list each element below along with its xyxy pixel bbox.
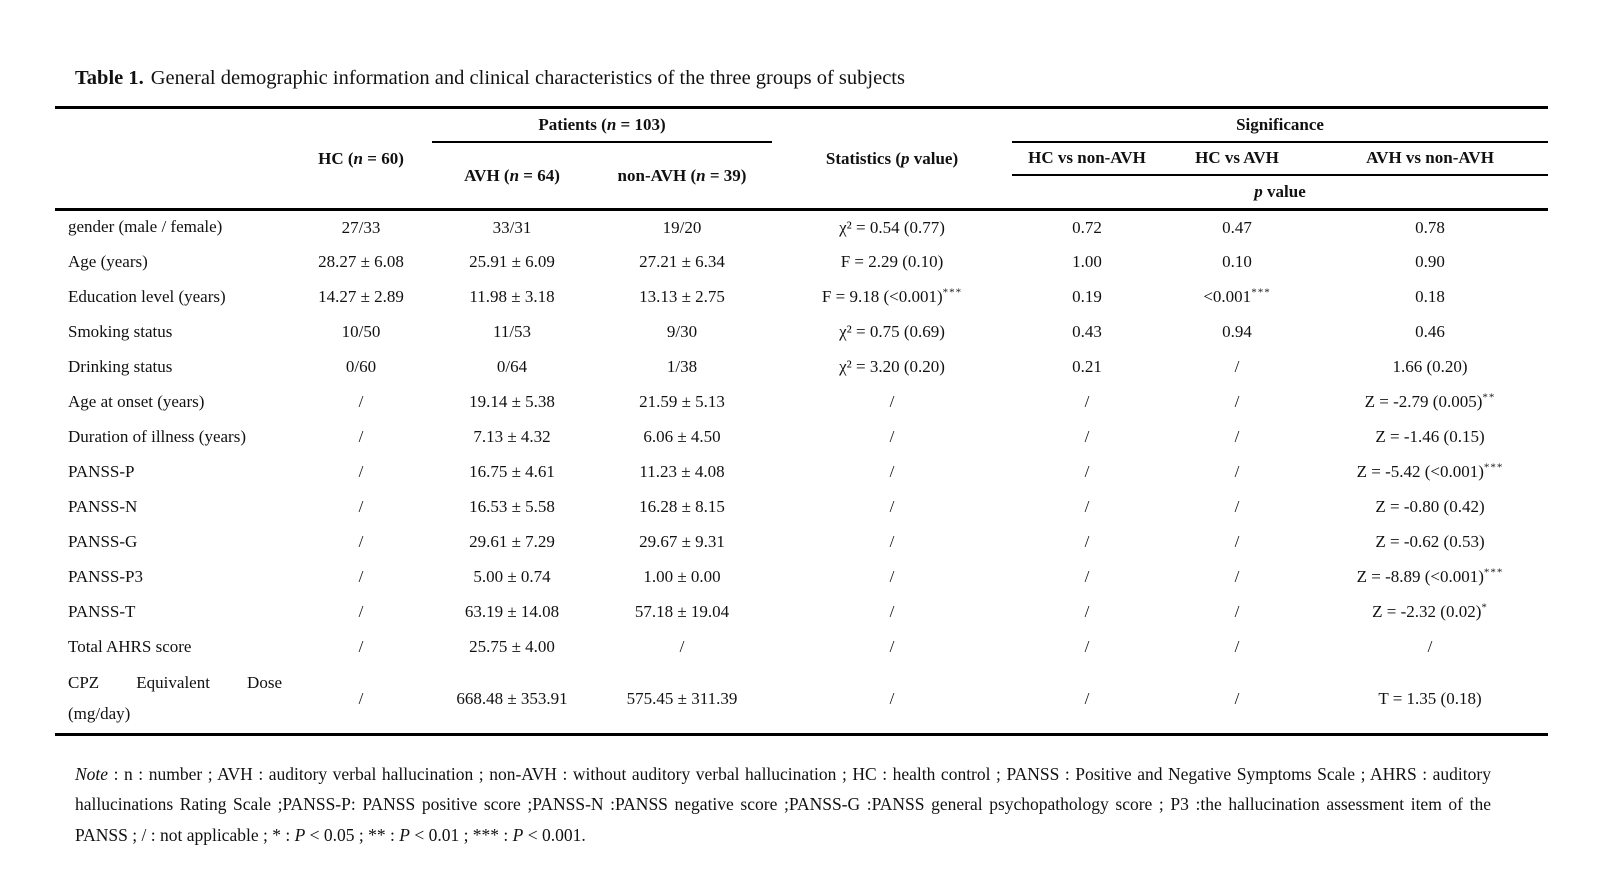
col-group-patients <box>432 108 772 142</box>
table-row <box>55 560 1548 595</box>
hc-post: = 60) <box>363 148 404 168</box>
value-hc-vs-non-avh: / <box>1084 567 1090 586</box>
table-row <box>55 280 1548 315</box>
value-avh: 19.14 ± 5.38 <box>469 392 555 411</box>
p-value-p-italic: p <box>1254 182 1263 202</box>
table-header <box>55 108 1548 210</box>
row-label: PANSS-N <box>68 496 138 516</box>
value-hc-vs-avh: 0.47 <box>1162 210 1312 245</box>
patients-post: = 103) <box>616 115 666 135</box>
value-statistics: / <box>889 462 895 481</box>
row-label: Smoking status <box>68 321 173 341</box>
table-row <box>55 350 1548 385</box>
note-italic-segment: Note <box>75 763 109 784</box>
value-statistics: / <box>889 532 895 551</box>
value-avh-vs-non-avh: 0.46 <box>1415 322 1445 341</box>
value-hc-vs-non-avh: / <box>1084 532 1090 551</box>
value-statistics: χ² = 0.75 (0.69) <box>839 322 945 341</box>
value-hc-vs-non-avh: / <box>1084 602 1090 621</box>
row-label: PANSS-G <box>68 531 138 551</box>
statistics-pre: Statistics ( <box>825 148 901 168</box>
value-avh: 7.13 ± 4.32 <box>473 427 551 446</box>
row-label: CPZ Equivalent Dose (mg/day) <box>68 673 282 723</box>
value-statistics: / <box>889 392 895 411</box>
note-italic-segment: P <box>399 824 410 845</box>
value-avh-vs-non-avh: Z = -5.42 (<0.001)*** <box>1356 461 1504 481</box>
value-statistics: / <box>889 567 895 586</box>
value-hc: / <box>358 688 364 708</box>
value-hc-vs-non-avh: 1.00 <box>1072 252 1102 271</box>
table-row <box>55 630 1548 665</box>
col-header-statistics <box>772 108 1012 210</box>
value-hc: / <box>358 497 364 516</box>
table-body <box>55 210 1548 735</box>
value-hc: / <box>358 602 364 621</box>
value-hc-vs-avh: / <box>1234 532 1240 551</box>
table-row <box>55 420 1548 455</box>
value-hc-vs-avh: / <box>1234 357 1240 376</box>
note-segment: : n : number ; AVH : auditory verbal hallucination ; non-AVH : without auditory verbal hallucination ; HC : health control ; PANSS : Positive and Negative Symptoms Scale ; AHRS : auditory hallucinations Rating Scale ;PANSS-P: PANSS positive score ;PANSS-N :PANSS negative score ;PANSS-G :PANSS general psychopathology score ; P3 :the hallucination assessment item of the PANSS ; / : not applicable ; * : <box>75 763 1491 845</box>
value-hc: 28.27 ± 6.08 <box>318 252 404 271</box>
p-value-post: value <box>1262 182 1306 202</box>
avh-post: = 64) <box>519 165 560 185</box>
value-avh: 0/64 <box>496 357 528 376</box>
value-hc: / <box>358 392 364 411</box>
table-row <box>55 595 1548 630</box>
value-hc-vs-avh: / <box>1234 497 1240 516</box>
value-statistics: / <box>889 427 895 446</box>
value-non-avh: 13.13 ± 2.75 <box>639 287 725 306</box>
table-row <box>55 385 1548 420</box>
value-avh: 25.75 ± 4.00 <box>469 637 555 656</box>
value-hc-vs-non-avh: 0.43 <box>1072 322 1102 341</box>
value-avh-vs-non-avh: Z = -8.89 (<0.001)*** <box>1356 566 1504 586</box>
statistics-post: value) <box>909 148 959 168</box>
value-non-avh: 57.18 ± 19.04 <box>634 602 730 621</box>
value-hc: / <box>358 427 364 446</box>
table-row <box>55 315 1548 350</box>
note-segment: < 0.01 ; *** : <box>409 824 513 845</box>
value-non-avh: 1/38 <box>666 357 698 376</box>
note-segment: < 0.05 ; ** : <box>305 824 400 845</box>
value-hc: / <box>358 462 364 481</box>
row-label: Total AHRS score <box>68 636 192 656</box>
value-non-avh: 19/20 <box>592 210 772 245</box>
value-hc-vs-avh: / <box>1234 392 1240 411</box>
value-avh-vs-non-avh: 0.18 <box>1415 287 1445 306</box>
value-avh-vs-non-avh: T = 1.35 (0.18) <box>1378 688 1482 708</box>
value-avh: 5.00 ± 0.74 <box>473 567 551 586</box>
value-hc-vs-non-avh: / <box>1084 427 1090 446</box>
p-value-header <box>1012 175 1548 210</box>
row-label: Drinking status <box>68 356 173 376</box>
table-row <box>55 665 1548 735</box>
value-hc-vs-avh: / <box>1234 637 1240 656</box>
value-hc-vs-avh: <0.001*** <box>1203 286 1271 306</box>
table-title-label: Table 1. <box>75 67 144 89</box>
value-hc: / <box>358 532 364 551</box>
value-statistics: / <box>889 637 895 656</box>
table-row <box>55 525 1548 560</box>
value-hc-vs-avh: / <box>1234 688 1240 708</box>
col-header-hc-vs-non-avh: HC vs non-AVH <box>1012 142 1162 175</box>
value-avh: 16.53 ± 5.58 <box>469 497 555 516</box>
value-hc-vs-non-avh: / <box>1084 688 1090 708</box>
col-header-avh-vs-non-avh: AVH vs non-AVH <box>1312 142 1548 175</box>
value-hc-vs-avh: / <box>1234 602 1240 621</box>
avh-n-italic: n <box>509 165 520 185</box>
value-non-avh: 21.59 ± 5.13 <box>639 392 725 411</box>
table-row <box>55 490 1548 525</box>
value-avh: 29.61 ± 7.29 <box>469 532 555 551</box>
value-avh-vs-non-avh: Z = -0.80 (0.42) <box>1375 497 1485 516</box>
demographics-table <box>55 106 1548 736</box>
value-avh: 25.91 ± 6.09 <box>469 252 555 271</box>
value-avh: 668.48 ± 353.91 <box>456 688 568 708</box>
note-italic-segment: P <box>512 824 524 845</box>
value-statistics: / <box>889 688 895 708</box>
value-avh-vs-non-avh: Z = -1.46 (0.15) <box>1375 427 1485 446</box>
value-avh: 63.19 ± 14.08 <box>464 602 560 621</box>
col-header-hc <box>290 108 432 210</box>
empty-corner-cell <box>55 108 290 210</box>
patients-n-italic: n <box>606 115 617 135</box>
header-row-groups <box>55 108 1548 142</box>
row-label: Education level (years) <box>68 286 226 306</box>
row-label: Age at onset (years) <box>68 391 205 411</box>
value-avh-vs-non-avh: 0.90 <box>1415 252 1445 271</box>
value-statistics: F = 9.18 (<0.001)*** <box>821 286 963 306</box>
value-avh-vs-non-avh: 0.78 <box>1312 210 1548 245</box>
value-avh: 16.75 ± 4.61 <box>469 462 555 481</box>
value-statistics: F = 2.29 (0.10) <box>840 252 944 271</box>
value-hc: / <box>358 567 364 586</box>
value-hc-vs-avh: / <box>1234 427 1240 446</box>
hc-n-italic: n <box>353 148 364 168</box>
value-statistics: / <box>889 497 895 516</box>
col-group-significance: Significance <box>1012 108 1548 142</box>
value-hc-vs-avh: / <box>1234 462 1240 481</box>
value-avh-vs-non-avh: Z = -2.32 (0.02)* <box>1372 601 1488 621</box>
value-hc-vs-avh: / <box>1234 567 1240 586</box>
hc-pre: HC ( <box>318 148 354 168</box>
value-statistics: χ² = 0.54 (0.77) <box>772 210 1012 245</box>
value-hc-vs-non-avh: / <box>1084 392 1090 411</box>
row-label: gender (male / female) <box>55 210 290 245</box>
non-avh-pre: non-AVH ( <box>617 165 697 185</box>
value-hc: 27/33 <box>290 210 432 245</box>
value-non-avh: 16.28 ± 8.15 <box>639 497 725 516</box>
value-hc: 14.27 ± 2.89 <box>318 287 404 306</box>
non-avh-post: = 39) <box>705 165 747 185</box>
value-hc-vs-non-avh: / <box>1084 637 1090 656</box>
value-non-avh: 1.00 ± 0.00 <box>643 567 721 586</box>
value-avh: 11/53 <box>492 322 532 341</box>
table-row <box>55 210 1548 245</box>
row-label: PANSS-P3 <box>68 566 143 586</box>
value-hc-vs-avh: 0.10 <box>1222 252 1252 271</box>
table-row <box>55 245 1548 280</box>
value-hc-vs-non-avh: / <box>1084 497 1090 516</box>
value-non-avh: 29.67 ± 9.31 <box>639 532 725 551</box>
value-hc-vs-non-avh: 0.72 <box>1012 210 1162 245</box>
note-segment: < 0.001. <box>523 824 586 845</box>
value-avh-vs-non-avh: Z = -2.79 (0.005)** <box>1364 391 1496 411</box>
patients-pre: Patients ( <box>538 115 607 135</box>
value-hc-vs-non-avh: 0.19 <box>1072 287 1102 306</box>
value-non-avh: 6.06 ± 4.50 <box>643 427 721 446</box>
value-hc-vs-avh: 0.94 <box>1222 322 1252 341</box>
col-header-avh <box>432 142 592 210</box>
value-non-avh: 11.23 ± 4.08 <box>639 462 725 481</box>
statistics-p-italic: p <box>900 148 910 168</box>
value-avh-vs-non-avh: Z = -0.62 (0.53) <box>1375 532 1485 551</box>
value-hc-vs-non-avh: / <box>1084 462 1090 481</box>
value-statistics: χ² = 3.20 (0.20) <box>839 357 945 376</box>
value-non-avh: / <box>679 637 685 656</box>
row-label: PANSS-P <box>68 461 135 481</box>
value-avh-vs-non-avh: / <box>1427 637 1433 656</box>
value-avh-vs-non-avh: 1.66 (0.20) <box>1392 357 1468 376</box>
row-label: Age (years) <box>68 251 148 271</box>
value-avh: 11.98 ± 3.18 <box>469 287 555 306</box>
value-non-avh: 27.21 ± 6.34 <box>639 252 725 271</box>
non-avh-n-italic: n <box>696 165 706 185</box>
value-statistics: / <box>889 602 895 621</box>
value-non-avh: 575.45 ± 311.39 <box>626 688 738 708</box>
avh-pre: AVH ( <box>464 165 510 185</box>
row-label: PANSS-T <box>68 601 136 621</box>
note <box>75 759 1491 851</box>
value-hc-vs-non-avh: 0.21 <box>1072 357 1102 376</box>
table-title-text: General demographic information and clinical characteristics of the three groups of subjects <box>150 67 905 89</box>
value-hc: 10/50 <box>341 322 381 341</box>
table-title <box>75 67 905 90</box>
col-header-hc-vs-avh: HC vs AVH <box>1162 142 1312 175</box>
value-avh: 33/31 <box>432 210 592 245</box>
value-non-avh: 9/30 <box>666 322 698 341</box>
note-italic-segment: P <box>294 824 306 845</box>
table-row <box>55 455 1548 490</box>
value-hc: / <box>358 637 364 656</box>
row-label: Duration of illness (years) <box>68 426 246 446</box>
col-header-non-avh <box>592 142 772 210</box>
value-hc: 0/60 <box>345 357 377 376</box>
